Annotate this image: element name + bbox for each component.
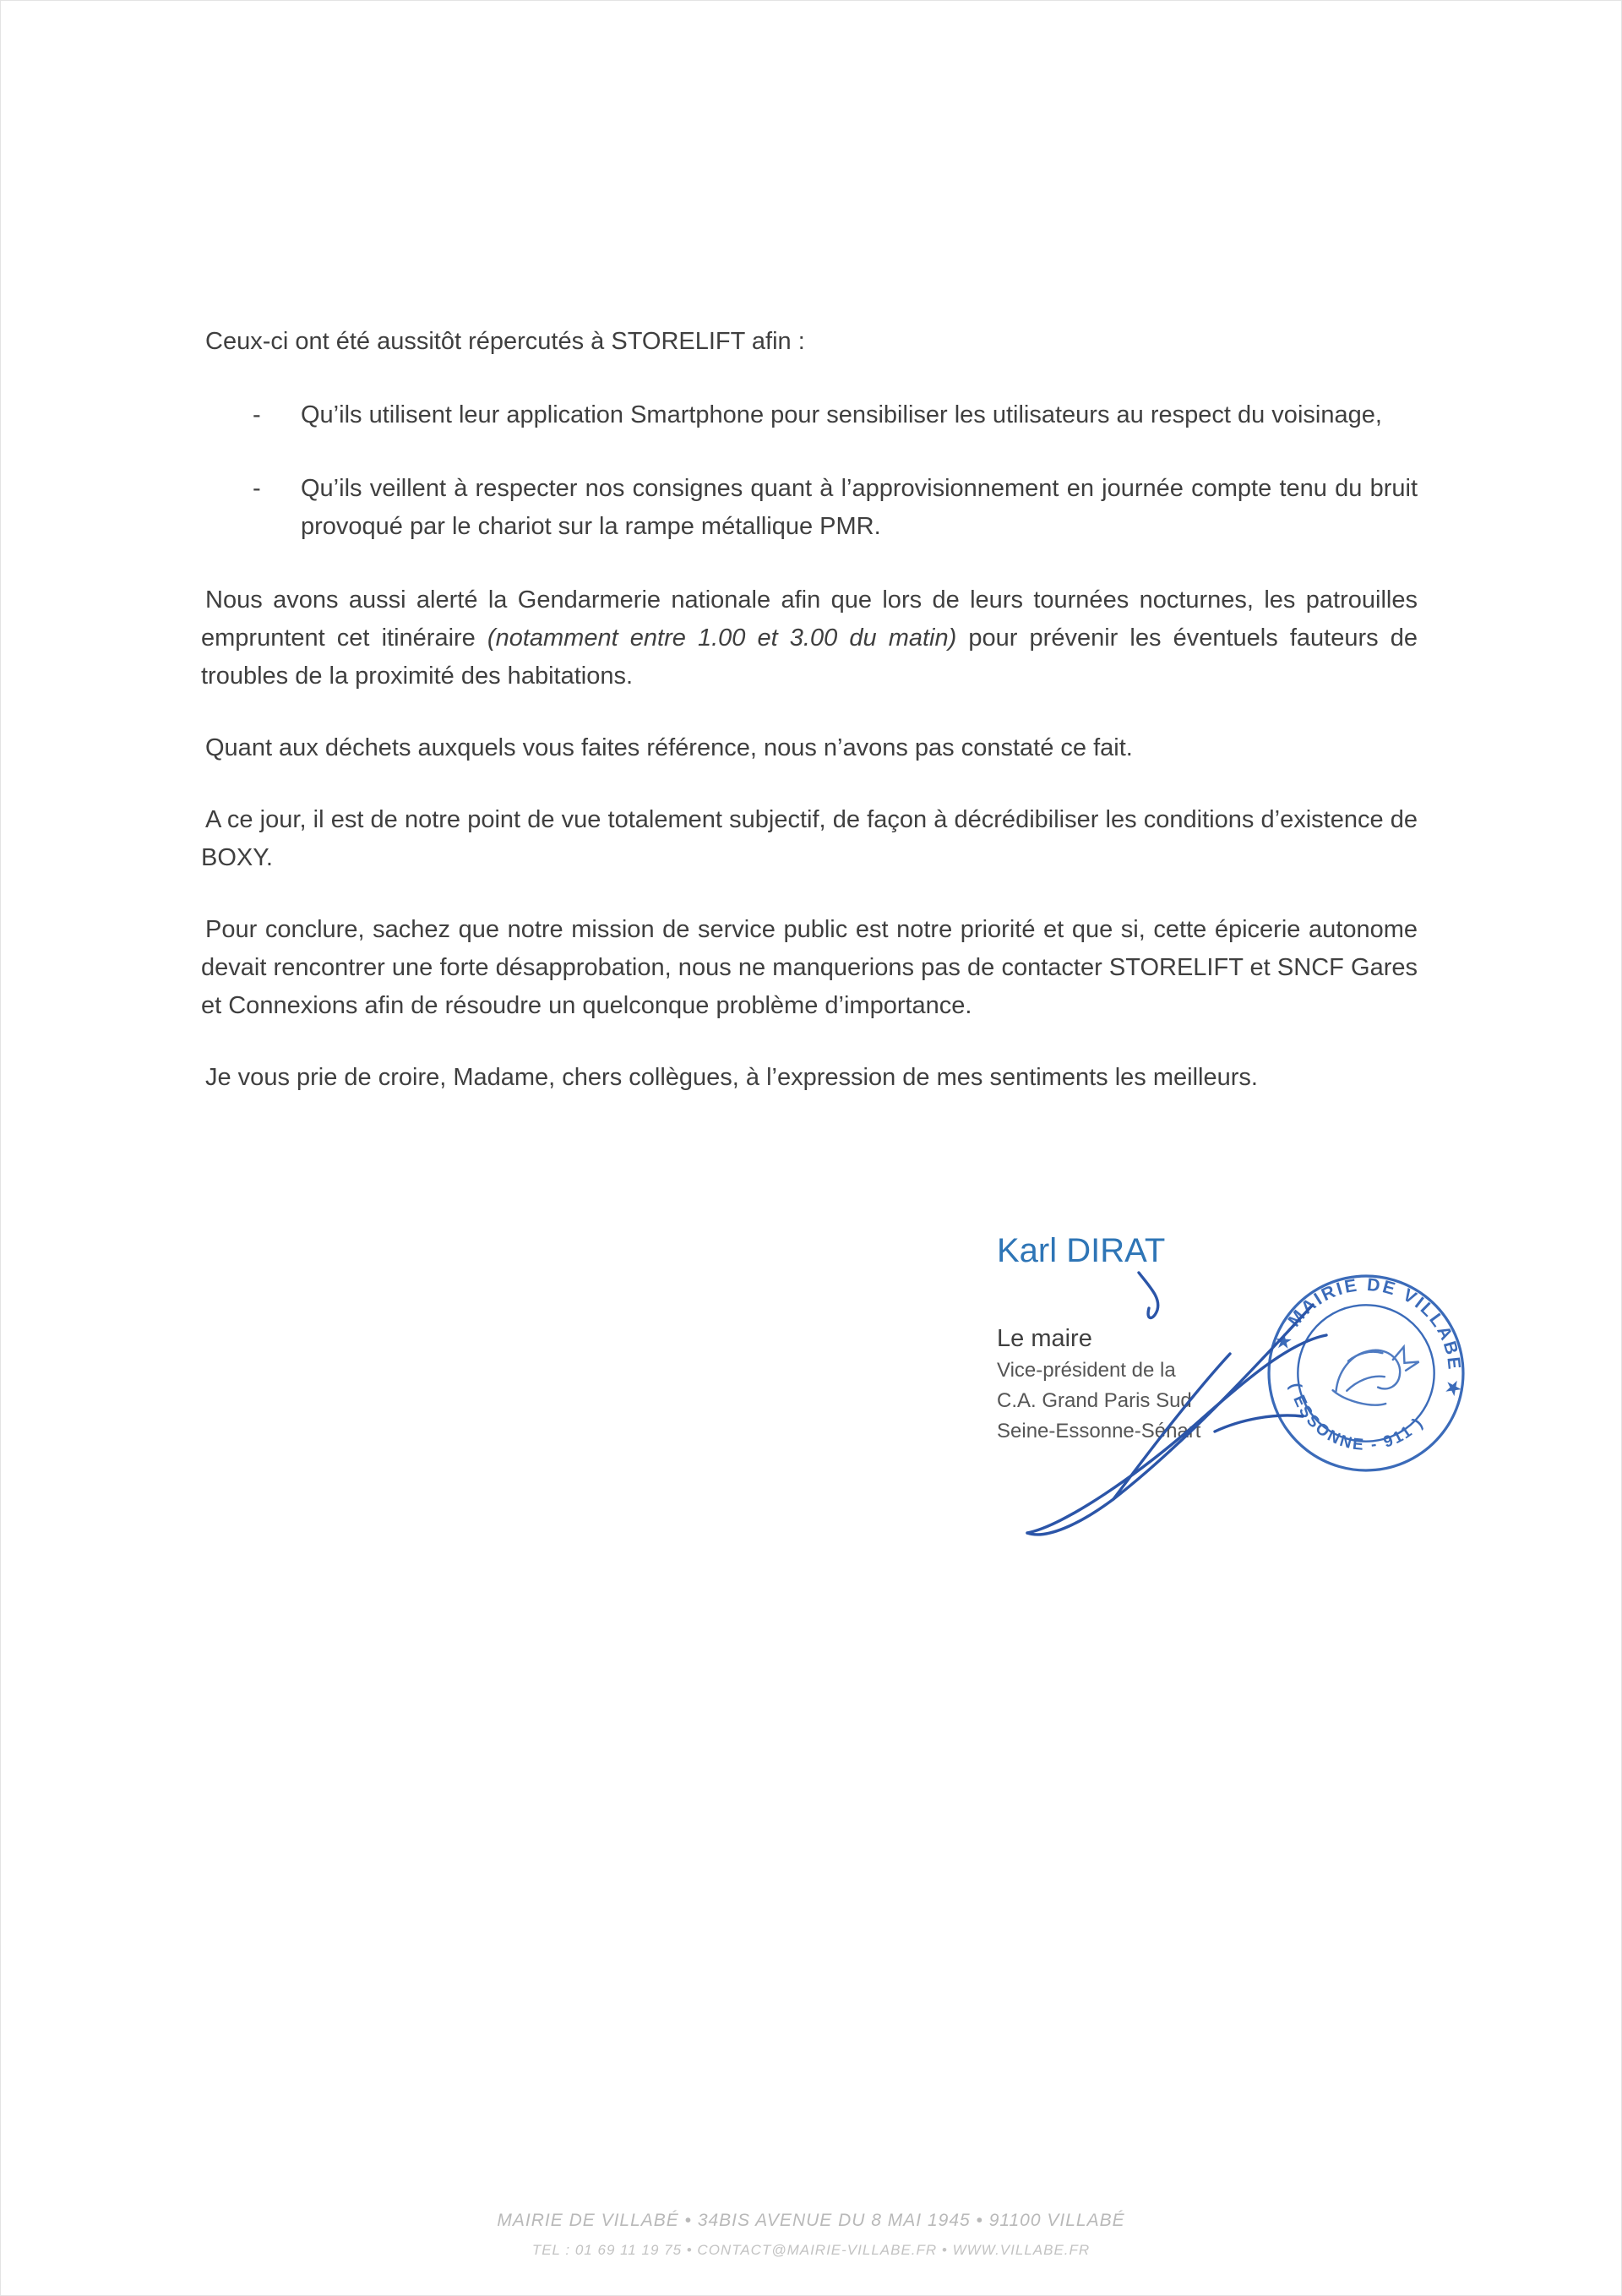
- stamp-bottom-text: ( ESSONNE - 911 ): [1286, 1381, 1429, 1455]
- signature-name: Karl DIRAT: [997, 1232, 1166, 1269]
- paragraph-dechets: Quant aux déchets auxquels vous faites référence, nous n’avons pas constaté ce fait.: [205, 734, 1133, 761]
- signature-title-line: C.A. Grand Paris Sud: [997, 1389, 1192, 1412]
- intro-paragraph: Ceux-ci ont été aussitôt répercutés à STORELIFT afin :: [205, 328, 805, 355]
- bullet-text: Qu’ils veillent à respecter nos consignes quant à l’approvisionnement en journée compte tenu du bruit provoqué par le chariot sur la rampe métallique PMR.: [301, 475, 1418, 540]
- stamp-top-text: ★ MAIRIE DE VILLABÉ ★: [1271, 1274, 1465, 1400]
- bullet-marker: -: [253, 475, 261, 502]
- paragraph-italic-span: (notamment entre 1.00 et 3.00 du matin): [487, 624, 957, 652]
- paragraph-cloture: Je vous prie de croire, Madame, chers collègues, à l’expression de mes sentiments les meilleurs.: [205, 1064, 1258, 1091]
- bullet-text: Qu’ils utilisent leur application Smartphone pour sensibiliser les utilisateurs au respect du voisinage,: [301, 401, 1382, 428]
- signature-title-line: Seine-Essonne-Sénart: [997, 1420, 1201, 1442]
- bullet-item-2: [201, 470, 1418, 546]
- signature-role: Le maire: [997, 1325, 1092, 1352]
- paragraph-conclusion: Pour conclure, sachez que notre mission de service public est notre priorité et que si, cette épicerie autonome devait rencontrer une forte désapprobation, nous ne manquerions pas de contacter STORELIFT et SNCF Gares et Connexions afin de résoudre un quelconque problème d’importance.: [201, 916, 1418, 1019]
- footer-address-line: MAIRIE DE VILLABÉ • 34BIS AVENUE DU 8 MAI 1945 • 91100 VILLABÉ: [497, 2211, 1125, 2230]
- bullet-item-1: [201, 396, 1418, 434]
- paragraph-text: Nous avons aussi alerté la Gendarmerie nationale afin que lors de leurs tournées nocturnes, les patrouilles empruntent cet itinéraire: [201, 586, 1418, 652]
- signature-title-line: Vice-président de la: [997, 1359, 1176, 1382]
- paragraph-gendarmerie: [201, 581, 1418, 695]
- signature-titles: [997, 1355, 1418, 1447]
- paragraph-text: pour prévenir les éventuels fauteurs de troubles de la proximité des habitations.: [201, 624, 1418, 690]
- paragraph-a-ce-jour: A ce jour, il est de notre point de vue totalement subjectif, de façon à décrédibiliser les conditions d’existence de BOXY.: [201, 806, 1418, 871]
- letter-footer: [0, 2208, 1622, 2261]
- signature-area: [201, 1230, 1465, 1754]
- bullet-marker: -: [253, 401, 261, 428]
- footer-contact-line: TEL : 01 69 11 19 75 • CONTACT@MAIRIE-VILLABE.FR • WWW.VILLABE.FR: [531, 2242, 1091, 2258]
- signature-block: [997, 1230, 1418, 1447]
